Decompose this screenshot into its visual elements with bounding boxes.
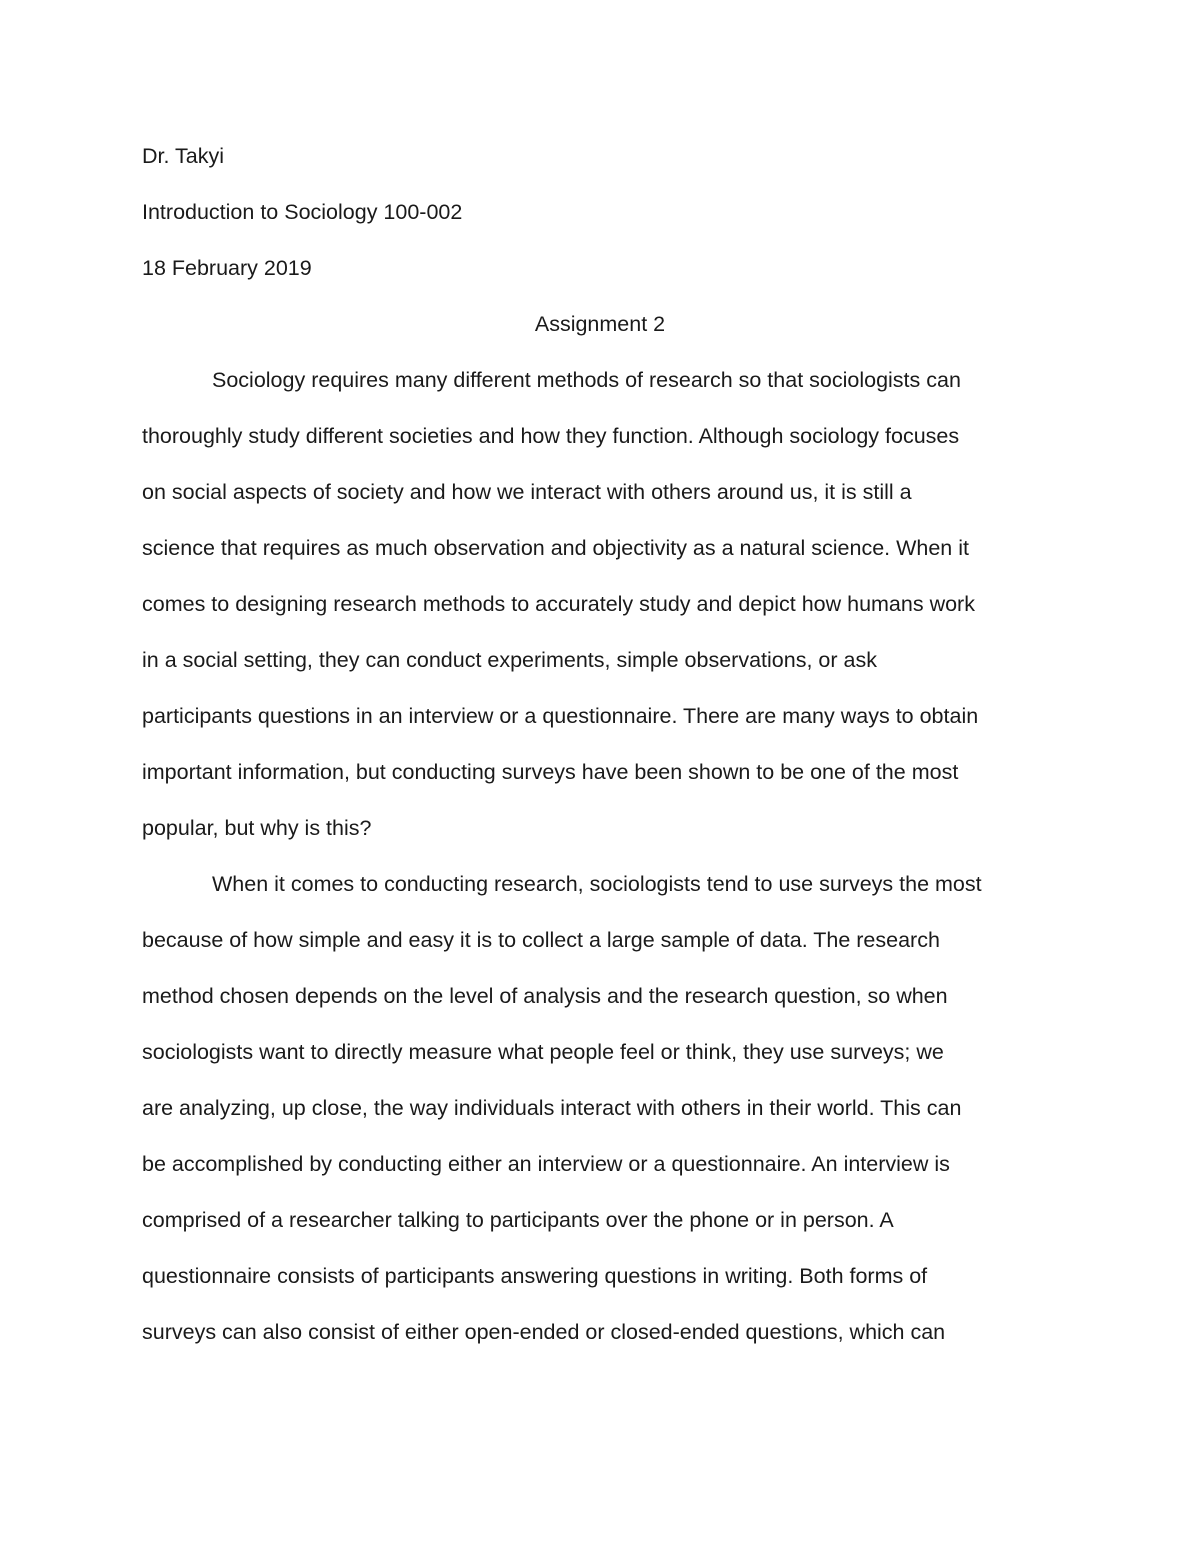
paragraph-line: participants questions in an interview or a questionnaire. There are many ways to obtain — [142, 704, 979, 728]
paragraph-line: thoroughly study different societies and how they function. Although sociology focuses — [142, 424, 960, 448]
paragraph-line: science that requires as much observation and objectivity as a natural science. When it — [142, 536, 969, 560]
document-title: Assignment 2 — [534, 312, 666, 336]
document-body — [142, 128, 1058, 1360]
paragraph-line: in a social setting, they can conduct experiments, simple observations, or ask — [142, 648, 877, 672]
instructor-name: Dr. Takyi — [142, 144, 225, 168]
submission-date: 18 February 2019 — [142, 256, 312, 280]
paragraph-2 — [142, 856, 1058, 1360]
paragraph-line: be accomplished by conducting either an interview or a questionnaire. An interview is — [142, 1152, 950, 1176]
paragraph-line: questionnaire consists of participants answering questions in writing. Both forms of — [142, 1264, 928, 1288]
paragraph-line: because of how simple and easy it is to collect a large sample of data. The research — [142, 928, 940, 952]
paragraph-line: comprised of a researcher talking to participants over the phone or in person. A — [142, 1208, 894, 1232]
paragraph-line: surveys can also consist of either open-ended or closed-ended questions, which can — [142, 1320, 946, 1344]
paragraph-line: When it comes to conducting research, sociologists tend to use surveys the most — [212, 872, 982, 896]
course-name: Introduction to Sociology 100-002 — [142, 200, 463, 224]
paragraph-line: sociologists want to directly measure what people feel or think, they use surveys; we — [142, 1040, 944, 1064]
paragraph-line: important information, but conducting surveys have been shown to be one of the most — [142, 760, 959, 784]
paragraph-1 — [142, 352, 1058, 856]
paragraph-line: comes to designing research methods to accurately study and depict how humans work — [142, 592, 975, 616]
paragraph-line: popular, but why is this? — [142, 816, 372, 840]
paragraph-line: are analyzing, up close, the way individuals interact with others in their world. This can — [142, 1096, 962, 1120]
paragraph-line: on social aspects of society and how we interact with others around us, it is still a — [142, 480, 912, 504]
paragraph-line: Sociology requires many different methods of research so that sociologists can — [212, 368, 961, 392]
paragraph-line: method chosen depends on the level of analysis and the research question, so when — [142, 984, 948, 1008]
